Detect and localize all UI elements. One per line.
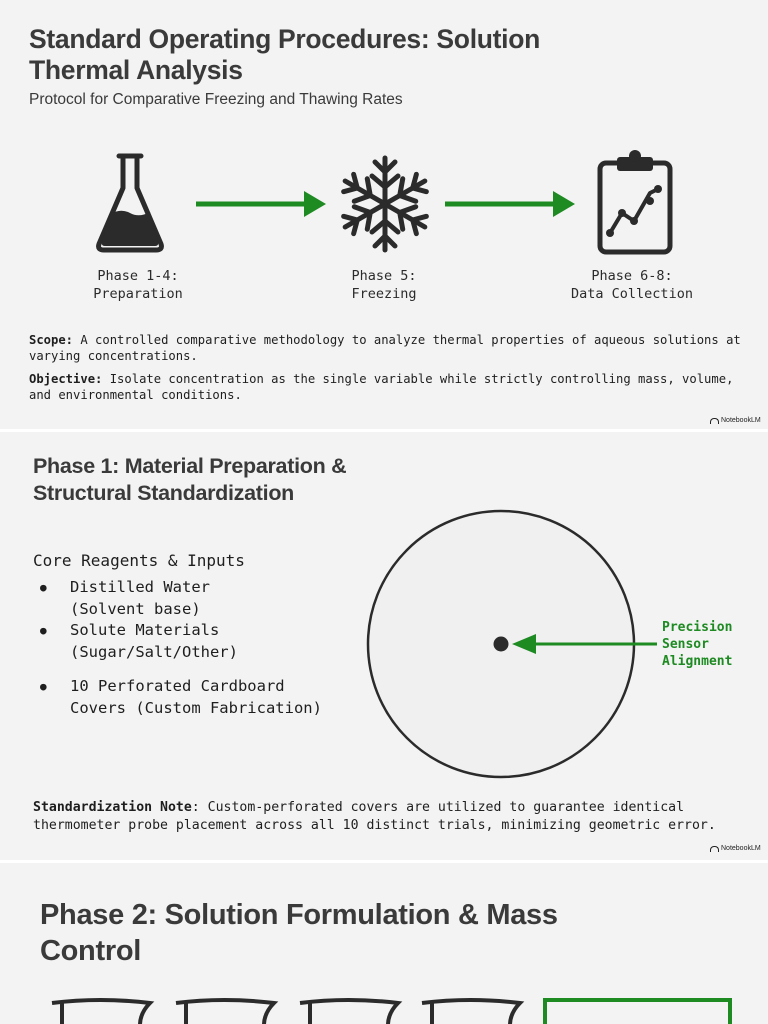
page-subtitle: Protocol for Comparative Freezing and Thawing Rates	[29, 91, 403, 108]
beaker-icon	[176, 1000, 274, 1024]
note-label: Standardization Note	[33, 800, 192, 815]
phase-label-data-collection	[547, 267, 717, 303]
phase-label-freezing	[299, 267, 469, 303]
slide-phase-2	[0, 863, 768, 1024]
callout-line: Sensor	[662, 637, 709, 652]
scope-label: Scope:	[29, 333, 74, 347]
list-item	[40, 676, 322, 719]
objective-label: Objective:	[29, 372, 103, 386]
list-item	[40, 577, 322, 620]
brand-name: NotebookLM	[721, 417, 761, 424]
list-title: Core Reagents & Inputs	[33, 551, 245, 570]
standardization-note	[33, 799, 753, 835]
slide-phase-1	[0, 432, 768, 860]
list-item	[40, 620, 322, 663]
phase-name: Data Collection	[571, 286, 693, 302]
beaker-icon	[52, 1000, 150, 1024]
phase-number: Phase 1-4:	[97, 268, 179, 284]
arrow-icon	[512, 633, 657, 655]
section-title: Phase 2: Solution Formulation & Mass Control	[40, 899, 558, 967]
callout-line: Precision	[662, 620, 733, 635]
notebooklm-logo-icon	[710, 846, 719, 852]
phase-label-preparation	[53, 267, 223, 303]
notebooklm-logo-icon	[710, 418, 719, 424]
phase-name: Freezing	[351, 286, 417, 302]
callout-label	[662, 619, 732, 670]
highlight-box	[545, 1000, 730, 1024]
brand-name: NotebookLM	[721, 845, 761, 852]
page-title: Standard Operating Procedures: Solution Thermal Analysis	[29, 24, 541, 85]
item-name: ● Solute Materials	[70, 621, 220, 639]
item-name: ● 10 Perforated Cardboard	[70, 677, 285, 695]
note-text: : Custom-perforated covers are utilized to guarantee identical thermometer probe placement across all 10 distinct trials, minimizing geometric error.	[33, 800, 716, 833]
objective-text: Isolate concentration as the single variable while strictly controlling mass, volume, and environmental conditions.	[29, 372, 734, 402]
beaker-icon	[422, 1000, 520, 1024]
objective-paragraph	[29, 371, 749, 403]
flask-icon	[95, 152, 165, 254]
brand-watermark	[710, 845, 761, 852]
beaker-icon	[300, 1000, 398, 1024]
clipboard-chart-icon	[595, 149, 675, 257]
phase-number: Phase 6-8:	[591, 268, 673, 284]
item-detail: (Sugar/Salt/Other)	[70, 642, 238, 661]
scope-paragraph	[29, 332, 749, 364]
brand-watermark	[710, 417, 761, 424]
callout-line: Alignment	[662, 654, 733, 669]
scope-text: A controlled comparative methodology to analyze thermal properties of aqueous solutions at varying concentrations.	[29, 333, 741, 363]
item-detail: (Solvent base)	[70, 599, 201, 618]
snowflake-icon	[339, 154, 431, 254]
arrow-icon	[445, 190, 577, 218]
probe-hole	[494, 637, 509, 652]
arrow-icon	[196, 190, 328, 218]
reagent-list	[40, 577, 322, 719]
beaker-row-diagram	[0, 995, 768, 1024]
phase-number: Phase 5:	[351, 268, 417, 284]
slide-overview	[0, 0, 768, 429]
item-name: ● Distilled Water	[70, 578, 210, 596]
item-detail: Covers (Custom Fabrication)	[70, 698, 322, 717]
phase-name: Preparation	[93, 286, 183, 302]
section-title: Phase 1: Material Preparation & Structural Standardization	[33, 454, 347, 505]
